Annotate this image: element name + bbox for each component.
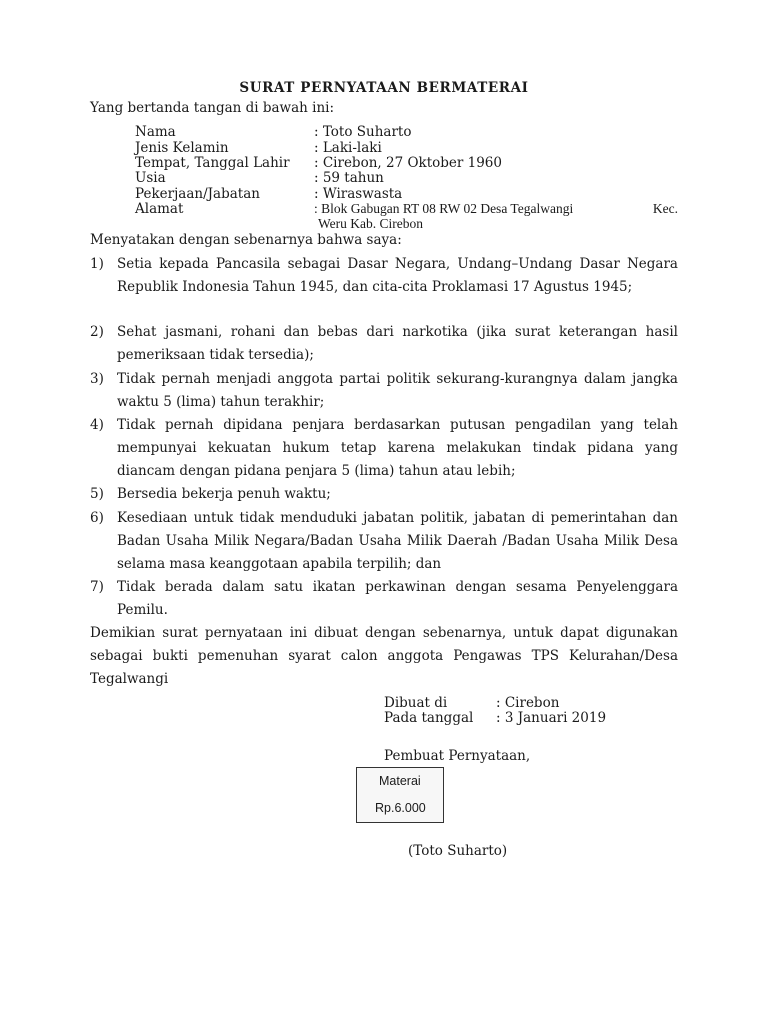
identity-value-birth: : Cirebon, 27 Oktober 1960 xyxy=(314,155,502,171)
statement-number: 3) xyxy=(90,371,104,387)
statement-text: Bersedia bekerja penuh waktu; xyxy=(117,486,331,502)
revenue-stamp-box xyxy=(356,767,444,823)
signer-title: Pembuat Pernyataan, xyxy=(384,748,531,764)
statement-item xyxy=(90,253,678,322)
statement-text: Tidak berada dalam satu ikatan perkawinan dengan sesama Penyelenggara Pemilu. xyxy=(117,579,678,618)
statement-item xyxy=(90,414,678,483)
statement-text: Tidak pernah dipidana penjara berdasarkan putusan pengadilan yang telah mempunyai kekuatan hukum tetap karena melakukan tindak pidana yang diancam dengan pidana penjara 5 (lima) tahun atau lebih; xyxy=(117,417,678,479)
identity-label-age: Usia xyxy=(135,170,166,186)
identity-value-gender: : Laki-laki xyxy=(314,140,382,156)
intro-text: Yang bertanda tangan di bawah ini: xyxy=(90,100,335,116)
statement-item xyxy=(90,321,678,367)
place-label: Dibuat di xyxy=(384,695,448,711)
identity-value-age: : 59 tahun xyxy=(314,170,384,186)
identity-value-address-line2: Weru Kab. Cirebon xyxy=(318,216,424,231)
place-value: : Cirebon xyxy=(496,695,560,711)
statement-text: Setia kepada Pancasila sebagai Dasar Negara, Undang–Undang Dasar Negara Republik Indonesia Tahun 1945, dan cita-cita Proklamasi 17 Agustus 1945; xyxy=(117,256,678,295)
date-value: : 3 Januari 2019 xyxy=(496,710,607,726)
statement-number: 6) xyxy=(90,510,104,526)
statement-number: 4) xyxy=(90,417,104,433)
identity-label-address: Alamat xyxy=(135,201,184,217)
statement-number: 2) xyxy=(90,324,104,340)
identity-label-job: Pekerjaan/Jabatan xyxy=(135,186,260,202)
closing-paragraph: Demikian surat pernyataan ini dibuat dengan sebenarnya, untuk dapat digunakan sebagai bukti pemenuhan syarat calon anggota Pengawas TPS Kelurahan/Desa Tegalwangi xyxy=(90,625,678,687)
stamp-amount: Rp.6.000 xyxy=(375,801,426,815)
statement-number: 7) xyxy=(90,579,104,595)
statement-item xyxy=(90,507,678,576)
statement-number: 5) xyxy=(90,486,104,502)
address-main: : Blok Gabugan RT 08 RW 02 Desa Tegalwangi xyxy=(314,201,574,216)
identity-value-nama: : Toto Suharto xyxy=(314,124,412,140)
declaration-intro: Menyatakan dengan sebenarnya bahwa saya: xyxy=(90,232,402,248)
address-end: Kec. xyxy=(652,201,678,216)
statement-text: Sehat jasmani, rohani dan bebas dari narkotika (jika surat keterangan hasil pemeriksaan tidak tersedia); xyxy=(117,324,678,363)
statement-text: Tidak pernah menjadi anggota partai politik sekurang-kurangnya dalam jangka waktu 5 (lima) tahun terakhir; xyxy=(117,371,678,410)
document-title: SURAT PERNYATAAN BERMATERAI xyxy=(239,80,529,96)
statement-item xyxy=(90,576,678,622)
identity-label-nama: Nama xyxy=(135,124,176,140)
statement-item xyxy=(90,483,678,506)
identity-label-gender: Jenis Kelamin xyxy=(135,140,229,156)
statement-text: Kesediaan untuk tidak menduduki jabatan politik, jabatan di pemerintahan dan Badan Usaha Milik Negara/Badan Usaha Milik Daerah /Badan Usaha Milik Desa selama masa keanggotaan apabila terpilih; dan xyxy=(117,510,678,572)
date-label: Pada tanggal xyxy=(384,710,474,726)
stamp-label: Materai xyxy=(379,774,421,788)
signer-name: (Toto Suharto) xyxy=(408,843,508,859)
identity-value-address-line1 xyxy=(314,201,678,217)
statement-item xyxy=(90,368,678,414)
identity-label-birth: Tempat, Tanggal Lahir xyxy=(135,155,290,171)
identity-value-job: : Wiraswasta xyxy=(314,186,403,202)
statement-number: 1) xyxy=(90,256,104,272)
